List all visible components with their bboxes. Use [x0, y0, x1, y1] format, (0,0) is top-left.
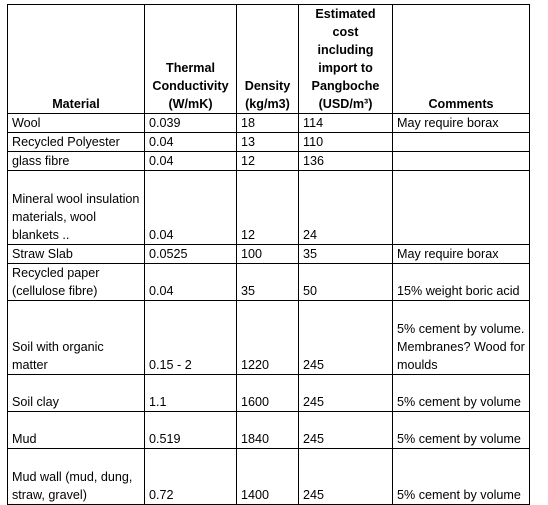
cell-conductivity: 0.039 — [145, 114, 237, 133]
cell-conductivity: 0.519 — [145, 412, 237, 449]
cell-density: 12 — [237, 152, 299, 171]
cell-cost: 245 — [299, 412, 393, 449]
header-row — [8, 5, 530, 114]
cell-density: 12 — [237, 171, 299, 245]
cell-material: Mineral wool insulation materials, wool blankets .. — [8, 171, 145, 245]
cell-density: 1840 — [237, 412, 299, 449]
cell-comment: 5% cement by volume — [393, 449, 530, 505]
cell-cost: 35 — [299, 245, 393, 264]
cell-density: 35 — [237, 264, 299, 301]
cell-material: Wool — [8, 114, 145, 133]
table-row — [8, 412, 530, 449]
cell-comment — [393, 152, 530, 171]
cell-conductivity: 1.1 — [145, 375, 237, 412]
cell-conductivity: 0.04 — [145, 133, 237, 152]
cell-density: 1400 — [237, 449, 299, 505]
cell-conductivity: 0.04 — [145, 264, 237, 301]
cell-density: 18 — [237, 114, 299, 133]
table-row — [8, 375, 530, 412]
table-row — [8, 449, 530, 505]
cell-conductivity: 0.72 — [145, 449, 237, 505]
cell-material: Recycled paper (cellulose fibre) — [8, 264, 145, 301]
table-row — [8, 133, 530, 152]
cell-cost: 245 — [299, 449, 393, 505]
cell-comment: 5% cement by volume — [393, 412, 530, 449]
cell-conductivity: 0.04 — [145, 171, 237, 245]
cell-comment: 5% cement by volume — [393, 375, 530, 412]
table-row — [8, 152, 530, 171]
cell-material: Straw Slab — [8, 245, 145, 264]
cell-material: glass fibre — [8, 152, 145, 171]
cell-material: Recycled Polyester — [8, 133, 145, 152]
header-density: Density (kg/m3) — [237, 5, 299, 114]
cell-conductivity: 0.15 - 2 — [145, 301, 237, 375]
table-row — [8, 301, 530, 375]
table-row — [8, 264, 530, 301]
table-row — [8, 114, 530, 133]
cell-cost: 114 — [299, 114, 393, 133]
cell-comment: May require borax — [393, 245, 530, 264]
cell-material: Soil clay — [8, 375, 145, 412]
header-thermal-conductivity: Thermal Conductivity (W/mK) — [145, 5, 237, 114]
cell-material: Mud — [8, 412, 145, 449]
cell-density: 1220 — [237, 301, 299, 375]
cell-comment — [393, 171, 530, 245]
cell-cost: 245 — [299, 375, 393, 412]
cell-comment: 15% weight boric acid — [393, 264, 530, 301]
cell-density: 100 — [237, 245, 299, 264]
cell-material: Mud wall (mud, dung, straw, gravel) — [8, 449, 145, 505]
header-material: Material — [8, 5, 145, 114]
table-row — [8, 245, 530, 264]
cell-cost: 136 — [299, 152, 393, 171]
cell-cost: 24 — [299, 171, 393, 245]
cell-cost: 50 — [299, 264, 393, 301]
header-estimated-cost: Estimated cost including import to Pangboche (USD/m³) — [299, 5, 393, 114]
cell-material: Soil with organic matter — [8, 301, 145, 375]
cell-cost: 110 — [299, 133, 393, 152]
header-comments: Comments — [393, 5, 530, 114]
cell-density: 1600 — [237, 375, 299, 412]
cell-density: 13 — [237, 133, 299, 152]
cell-comment: 5% cement by volume. Membranes? Wood for moulds — [393, 301, 530, 375]
insulation-materials-table — [7, 4, 530, 505]
cell-comment: May require borax — [393, 114, 530, 133]
cell-conductivity: 0.04 — [145, 152, 237, 171]
cell-comment — [393, 133, 530, 152]
cell-cost: 245 — [299, 301, 393, 375]
table-row — [8, 171, 530, 245]
cell-conductivity: 0.0525 — [145, 245, 237, 264]
insulation-materials-table-container — [7, 4, 530, 505]
